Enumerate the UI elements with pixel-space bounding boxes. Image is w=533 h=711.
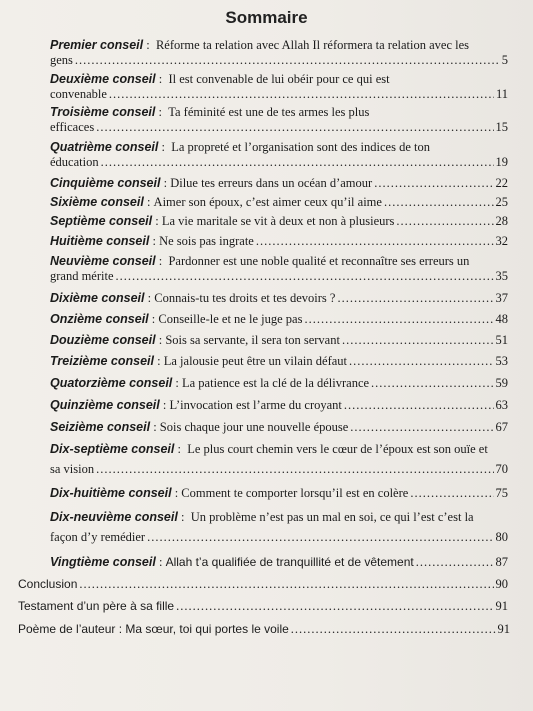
toc-entry-title: Poème de l’auteur : Ma sœur, toi qui portes le voile	[18, 622, 289, 636]
toc-entry-line	[50, 269, 508, 284]
toc-entry-label: Dix-septième conseil	[50, 442, 175, 456]
toc-entry-label: Seizième conseil	[50, 420, 151, 434]
toc-entry-title: Connais-tu tes droits et tes devoirs ?	[154, 291, 336, 305]
toc-entry-label: Onzième conseil	[50, 312, 149, 326]
dot-leader	[342, 333, 494, 348]
toc-entry-line: Premier conseil : Réforme ta relation avec Allah Il réformera ta relation avec les	[50, 38, 470, 52]
dot-leader	[371, 376, 493, 391]
toc-entry-title-cont: gens	[50, 53, 73, 67]
toc-entry-line	[50, 462, 508, 477]
toc-entry-6[interactable]	[50, 195, 508, 210]
toc-entry-15[interactable]	[50, 398, 508, 413]
dot-leader	[79, 577, 493, 592]
toc-page-number: 19	[495, 155, 508, 169]
toc-entry-label: Deuxième conseil	[50, 72, 156, 86]
toc-entry-label: Dixième conseil	[50, 291, 145, 305]
toc-entry-title: Un problème n’est pas un mal en soi, ce qui l’est c’est la	[190, 510, 474, 524]
toc-page-number: 53	[495, 354, 508, 368]
toc-page-number: 35	[495, 269, 508, 283]
toc-entry-line	[18, 622, 510, 637]
toc-entry-title: La propreté et l’organisation sont des indices de ton	[171, 140, 430, 154]
toc-entry-label: Quinzième conseil	[50, 398, 160, 412]
toc-entry-line: Vingtième conseil : Allah t’a qualifiée de tranquillité et de vêtement ..... 87	[50, 555, 508, 570]
toc-entry-label: Dix-huitième conseil	[50, 486, 172, 500]
dot-leader	[350, 420, 493, 435]
dot-leader	[116, 269, 494, 284]
toc-entry-11[interactable]	[50, 312, 508, 327]
toc-entry-line: Onzième conseil : Conseille-le et ne le juge pas ..... 48	[50, 312, 508, 327]
toc-entry-9[interactable]	[50, 254, 508, 284]
toc-entry-line	[18, 599, 508, 614]
toc-entry-label: Douzième conseil	[50, 333, 156, 347]
toc-entry-title-cont: efficaces	[50, 120, 95, 134]
dot-leader	[147, 530, 493, 545]
toc-entry-line	[50, 53, 508, 68]
toc-entry-title-cont: façon d’y remédier	[50, 530, 146, 544]
toc-entry-19[interactable]	[50, 510, 508, 545]
toc-entry-12[interactable]	[50, 333, 508, 348]
toc-page-number: 75	[495, 486, 508, 500]
toc-entry-line: Quatrième conseil : La propreté et l’organisation sont des indices de ton	[50, 140, 430, 154]
dot-leader	[75, 53, 500, 68]
toc-entry-line: Dixième conseil : Connais-tu tes droits et tes devoirs ? ..... 37	[50, 291, 508, 306]
toc-entry-title: Allah t’a qualifiée de tranquillité et de vêtement	[165, 555, 414, 569]
toc-entry-5[interactable]	[50, 176, 508, 191]
toc-entry-8[interactable]	[50, 234, 508, 249]
toc-page-number: 70	[495, 462, 508, 476]
toc-entry-testament[interactable]	[18, 599, 508, 614]
toc-entry-label: Troisième conseil	[50, 105, 156, 119]
toc-entry-line: Dix-neuvième conseil : Un problème n’est pas un mal en soi, ce qui l’est c’est la	[50, 510, 474, 524]
toc-entry-title-cont: grand mérite	[50, 269, 114, 283]
toc-entry-title: Réforme ta relation avec Allah Il réformera ta relation avec les	[155, 38, 470, 52]
dot-leader	[291, 622, 496, 637]
toc-entry-title: L’invocation est l’arme du croyant	[169, 398, 342, 412]
toc-entry-13[interactable]	[50, 354, 508, 369]
toc-page-number: 28	[495, 214, 508, 228]
toc-page-number: 32	[495, 234, 508, 248]
toc-entry-20[interactable]	[50, 555, 508, 570]
toc-entry-line	[50, 155, 508, 170]
toc-page-number: 59	[495, 376, 508, 390]
toc-entry-label: Quatrième conseil	[50, 140, 159, 154]
dot-leader	[384, 195, 494, 210]
toc-entry-title: Ne sois pas ingrate	[159, 234, 254, 248]
toc-entry-title-cont: sa vision	[50, 462, 95, 476]
toc-entry-4[interactable]	[50, 140, 508, 170]
toc-entry-poeme[interactable]	[18, 622, 510, 637]
toc-page-number: 91	[497, 622, 510, 636]
dot-leader	[396, 214, 493, 229]
toc-entry-title: Conseille-le et ne le juge pas	[158, 312, 303, 326]
toc-entry-title: La vie maritale se vit à deux et non à plusieurs	[161, 214, 395, 228]
toc-page-number: 80	[495, 530, 508, 544]
toc-entry-line: Dix-huitième conseil : Comment te comporter lorsqu’il est en colère ..... 75	[50, 486, 508, 501]
toc-entry-line: Neuvième conseil : Pardonner est une noble qualité et reconnaître ses erreurs un	[50, 254, 470, 268]
toc-entry-label: Vingtième conseil	[50, 555, 156, 569]
toc-page-number: 48	[495, 312, 508, 326]
dot-leader	[256, 234, 494, 249]
toc-entry-line: Dix-septième conseil : Le plus court chemin vers le cœur de l’époux est son ouïe et	[50, 442, 488, 456]
toc-entry-title: Comment te comporter lorsqu’il est en colère	[181, 486, 409, 500]
toc-entry-title: Le plus court chemin vers le cœur de l’époux est son ouïe et	[187, 442, 488, 456]
dot-leader	[416, 555, 494, 570]
dot-leader	[344, 398, 494, 413]
toc-entry-1[interactable]	[50, 38, 508, 68]
toc-page-number: 90	[495, 577, 508, 591]
toc-entry-title: Pardonner est une noble qualité et reconnaître ses erreurs un	[168, 254, 470, 268]
toc-entry-title: Sois chaque jour une nouvelle épouse	[159, 420, 349, 434]
dot-leader	[96, 120, 493, 135]
toc-entry-title: La patience est la clé de la délivrance	[182, 376, 370, 390]
toc-entry-3[interactable]	[50, 105, 508, 135]
dot-leader	[176, 599, 493, 614]
toc-entry-line: Huitième conseil : Ne sois pas ingrate ..... 32	[50, 234, 508, 249]
toc-entry-2[interactable]	[50, 72, 508, 102]
toc-page-number: 37	[495, 291, 508, 305]
toc-entry-line: Douzième conseil : Sois sa servante, il sera ton servant ..... 51	[50, 333, 508, 348]
toc-entry-title-cont: éducation	[50, 155, 99, 169]
toc-entry-label: Septième conseil	[50, 214, 153, 228]
toc-entry-line: Quinzième conseil : L’invocation est l’arme du croyant ..... 63	[50, 398, 508, 413]
toc-page-number: 22	[495, 176, 508, 190]
toc-entry-title-cont: convenable	[50, 87, 107, 101]
toc-entry-line: Deuxième conseil : Il est convenable de lui obéir pour ce qui est	[50, 72, 390, 86]
toc-entry-title: Ta féminité est une de tes armes les plus	[168, 105, 370, 119]
toc-page-number: 87	[495, 555, 508, 569]
toc-entry-title: Aimer son époux, c’est aimer ceux qu’il aime	[153, 195, 382, 209]
toc-entry-7[interactable]	[50, 214, 508, 229]
toc-entry-10[interactable]	[50, 291, 508, 306]
toc-entry-title: Dilue tes erreurs dans un océan d’amour	[170, 176, 373, 190]
toc-entry-line	[50, 87, 508, 102]
toc-entry-title: Testament d’un père à sa fille	[18, 599, 175, 613]
dot-leader	[410, 486, 493, 501]
toc-entry-label: Treizième conseil	[50, 354, 154, 368]
dot-leader	[349, 354, 494, 369]
dot-leader	[374, 176, 493, 191]
toc-entry-line: Sixième conseil : Aimer son époux, c’est aimer ceux qu’il aime ..... 25	[50, 195, 508, 210]
toc-entry-title: La jalousie peut être un vilain défaut	[163, 354, 347, 368]
toc-entry-title: Il est convenable de lui obéir pour ce qui est	[168, 72, 390, 86]
toc-page-number: 67	[495, 420, 508, 434]
toc-page-number: 63	[495, 398, 508, 412]
dot-leader	[109, 87, 494, 102]
toc-entry-title: Conclusion	[18, 577, 78, 591]
toc-entry-label: Huitième conseil	[50, 234, 150, 248]
toc-entry-label: Cinquième conseil	[50, 176, 161, 190]
toc-entry-line	[18, 577, 508, 592]
toc-entry-line: Seizième conseil : Sois chaque jour une nouvelle épouse ..... 67	[50, 420, 508, 435]
toc-page-number: 11	[495, 87, 508, 101]
toc-entry-label: Premier conseil	[50, 38, 144, 52]
toc-entry-line: Treizième conseil : La jalousie peut être un vilain défaut ..... 53	[50, 354, 508, 369]
toc-entry-label: Quatorzième conseil	[50, 376, 173, 390]
toc-entry-line	[50, 120, 508, 135]
dot-leader	[337, 291, 493, 306]
toc-entry-label: Neuvième conseil	[50, 254, 156, 268]
toc-page-number: 15	[495, 120, 508, 134]
toc-entry-title: Sois sa servante, il sera ton servant	[165, 333, 340, 347]
dot-leader	[101, 155, 494, 170]
toc-entry-line: Septième conseil : La vie maritale se vit à deux et non à plusieurs ..... 28	[50, 214, 508, 229]
toc-entry-14[interactable]	[50, 376, 508, 391]
toc-entry-line	[50, 530, 508, 545]
dot-leader	[304, 312, 493, 327]
toc-page-number: 25	[495, 195, 508, 209]
toc-entry-conclusion[interactable]	[18, 577, 508, 592]
page-title: Sommaire	[225, 8, 308, 27]
toc-entry-17[interactable]	[50, 442, 508, 477]
toc-entry-line: Troisième conseil : Ta féminité est une de tes armes les plus	[50, 105, 370, 119]
toc-page-number: 5	[501, 53, 508, 67]
toc-entry-18[interactable]	[50, 486, 508, 501]
toc-entry-line: Quatorzième conseil : La patience est la clé de la délivrance ..... 59	[50, 376, 508, 391]
toc-page-number: 91	[495, 599, 508, 613]
toc-entry-16[interactable]	[50, 420, 508, 435]
toc-entry-label: Sixième conseil	[50, 195, 144, 209]
toc-page-number: 51	[495, 333, 508, 347]
toc-entry-line: Cinquième conseil : Dilue tes erreurs dans un océan d’amour ..... 22	[50, 176, 508, 191]
dot-leader	[96, 462, 493, 477]
toc-entry-label: Dix-neuvième conseil	[50, 510, 178, 524]
